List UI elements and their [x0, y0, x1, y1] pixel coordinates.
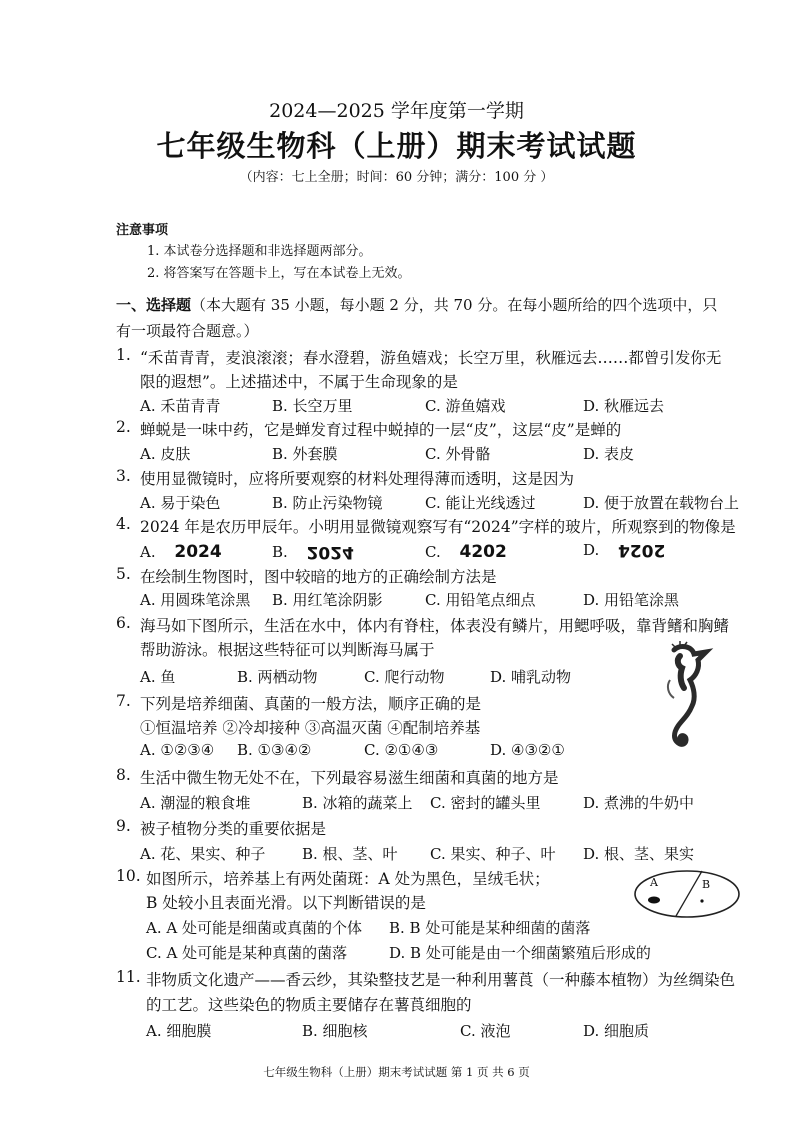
option-d: D. 根、茎、果实	[583, 845, 695, 863]
option-a-image-text: 2024	[174, 542, 222, 562]
option-c: C. A 处可能是某种真菌的菌落	[146, 944, 348, 962]
question-number: 10.	[116, 867, 141, 885]
option-c: C. 用铅笔点细点	[425, 591, 536, 609]
section-desc: （本大题有 35 小题，每小题 2 分，共 70 分。在每小题所给的四个选项中，只	[191, 296, 718, 314]
question-stem: 下列是培养细菌、真菌的一般方法，顺序正确的是	[140, 695, 482, 713]
option-c: C. 游鱼嬉戏	[425, 397, 506, 415]
option-d: D. 秋雁远去	[583, 397, 665, 415]
option-b: B. 外套膜	[272, 445, 338, 463]
notice-heading: 注意事项	[116, 223, 169, 238]
question-stem-line2: 帮助游泳。根据这些特征可以判断海马属于	[140, 641, 435, 659]
option-a: A. 潮湿的粮食堆	[140, 794, 251, 812]
option-a: A. A 处可能是细菌或真菌的个体	[146, 919, 362, 937]
seahorse-figure	[640, 640, 720, 752]
option-d: D. 煮沸的牛奶中	[583, 794, 695, 812]
option-a: A. 易于染色	[140, 494, 221, 512]
option-b: B. ①③④②	[237, 741, 312, 759]
option-d: D. ④③②①	[490, 741, 565, 759]
option-d: D. B 处可能是由一个细菌繁殖后形成的	[389, 944, 651, 962]
question-stem-line2: B 处较小且表面光滑。以下判断错误的是	[146, 894, 426, 912]
option-a: A. 皮肤	[140, 445, 191, 463]
petri-dish-figure	[632, 868, 742, 920]
option-a: A. 花、果实、种子	[140, 845, 266, 863]
question-number: 7.	[116, 692, 131, 710]
option-d: D. 用铅笔涂黑	[583, 591, 680, 609]
option-b: B. 根、茎、叶	[302, 845, 398, 863]
option-d-image-text: 2024	[618, 540, 666, 560]
option-label: A.	[140, 543, 156, 561]
option-b-image-text: 2024	[306, 542, 354, 562]
section-label: 一、选择题	[116, 296, 192, 314]
page-footer: 七年级生物科（上册）期末考试试题 第 1 页 共 6 页	[263, 1065, 530, 1079]
option-d: D. 哺乳动物	[490, 668, 572, 686]
question-stem: 海马如下图所示，生活在水中，体内有脊柱，体表没有鳞片，用鳃呼吸，靠背鳍和胸鳍	[140, 617, 730, 635]
question-number: 9.	[116, 817, 131, 835]
section-heading	[116, 294, 717, 315]
question-stem-line2: 限的遐想”。上述描述中，不属于生命现象的是	[140, 373, 458, 391]
question-number: 5.	[116, 565, 131, 583]
exam-meta: （内容：七上全册；时间：60 分钟；满分：100 分 ）	[239, 170, 554, 185]
option-b: B. 长空万里	[272, 397, 353, 415]
question-stem-line2: ①恒温培养 ②冷却接种 ③高温灭菌 ④配制培养基	[140, 719, 481, 737]
exam-title: 七年级生物科（上册）期末考试试题	[156, 129, 637, 163]
notice-item: 2. 将答案写在答题卡上，写在本试卷上无效。	[147, 266, 411, 281]
option-c: C. 密封的罐头里	[430, 794, 541, 812]
question-stem: 非物质文化遗产——香云纱，其染整技艺是一种利用薯莨（一种藤本植物）为丝绸染色	[146, 971, 736, 989]
option-c: C. 果实、种子、叶	[430, 845, 556, 863]
option-label: C.	[425, 543, 441, 561]
notice-item: 1. 本试卷分选择题和非选择题两部分。	[147, 244, 372, 259]
option-b: B. B 处可能是某种细菌的菌落	[389, 919, 591, 937]
question-stem: 在绘制生物图时，图中较暗的地方的正确绘制方法是	[140, 568, 497, 586]
question-stem: 2024 年是农历甲辰年。小明用显微镜观察写有“2024”字样的玻片，所观察到的物像是	[140, 518, 736, 536]
section-desc-line2: 有一项最符合题意。）	[116, 322, 259, 340]
question-stem: 生活中微生物无处不在，下列最容易滋生细菌和真菌的地方是	[140, 769, 559, 787]
option-c	[425, 542, 507, 562]
option-a: A. 禾苗青青	[140, 397, 221, 415]
option-d: D. 表皮	[583, 445, 635, 463]
option-c-image-text: 4202	[459, 542, 507, 562]
question-stem: “禾苗青青，麦浪滚滚；春水澄碧，游鱼嬉戏；长空万里，秋雁远去……都曾引发你无	[140, 349, 722, 367]
option-b: B. 用红笔涂阴影	[272, 591, 383, 609]
option-a: A. 鱼	[140, 668, 176, 686]
option-a: A. 细胞膜	[146, 1022, 212, 1040]
option-c: C. 能让光线透过	[425, 494, 536, 512]
question-number: 4.	[116, 515, 131, 533]
option-c: C. ②①④③	[364, 741, 439, 759]
exam-year-line: 2024—2025 学年度第一学期	[269, 100, 524, 122]
question-number: 3.	[116, 467, 131, 485]
colony-b-label: B	[702, 878, 711, 891]
question-stem-line2: 的工艺。这些染色的物质主要储存在薯莨细胞的	[146, 996, 472, 1014]
option-c: C. 外骨骼	[425, 445, 491, 463]
option-d: D. 细胞质	[583, 1022, 650, 1040]
question-stem: 如图所示，培养基上有两处菌斑：A 处为黑色，呈绒毛状；	[146, 870, 550, 888]
option-c: C. 液泡	[460, 1022, 511, 1040]
question-number: 11.	[116, 968, 141, 986]
question-number: 6.	[116, 614, 131, 632]
option-a: A. 用圆珠笔涂黑	[140, 591, 251, 609]
option-label: D.	[583, 541, 600, 559]
option-b: B. 防止污染物镜	[272, 494, 383, 512]
option-d: D. 便于放置在载物台上	[583, 494, 740, 512]
option-b: B. 细胞核	[302, 1022, 368, 1040]
option-b: B. 冰箱的蔬菜上	[302, 794, 413, 812]
option-d	[583, 540, 665, 560]
question-number: 2.	[116, 418, 131, 436]
colony-a-label: A	[650, 876, 658, 889]
question-number: 1.	[116, 346, 131, 364]
question-stem: 被子植物分类的重要依据是	[140, 820, 327, 838]
option-a	[140, 542, 222, 562]
option-c: C. 爬行动物	[364, 668, 445, 686]
option-label: B.	[272, 543, 288, 561]
question-stem: 使用显微镜时，应将所要观察的材料处理得薄而透明，这是因为	[140, 470, 575, 488]
question-number: 8.	[116, 766, 131, 784]
question-stem: 蝉蜕是一味中药，它是蝉发育过程中蜕掉的一层“皮”，这层“皮”是蝉的	[140, 421, 622, 439]
option-a: A. ①②③④	[140, 741, 215, 759]
option-b: B. 两栖动物	[237, 668, 318, 686]
option-b	[272, 542, 354, 562]
